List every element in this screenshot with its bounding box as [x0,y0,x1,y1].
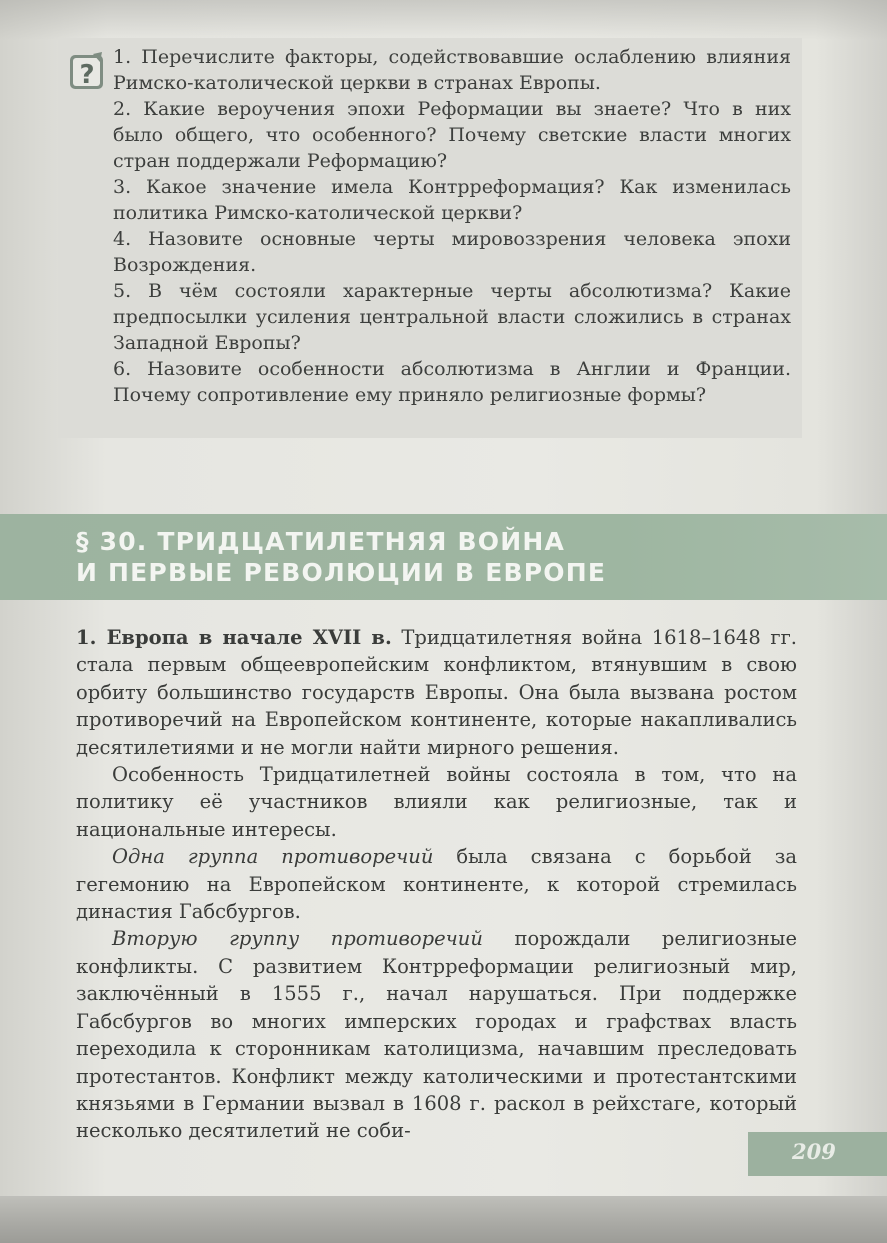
question-6: 6. Назовите особенности абсолютизма в Англии и Франции. Почему сопротивление ему приняло религиозные формы? [113,358,791,406]
page-bottom-edge [0,1196,887,1243]
paragraph-2: Особенность Тридцатилетней войны состояла в том, что на политику её участников влияли как религиозные, так и национальные интересы. [76,763,797,841]
paragraph-3-text: была связана с борьбой за гегемонию на Европейском континенте, к которой стремилась династия Габсбургов. [76,845,798,924]
question-5: 5. В чём состояли характерные черты абсолютизма? Какие предпосылки усиления центральной власти сложились в странах Западной Европы? [113,280,791,354]
review-questions [113,44,791,408]
paragraph-4-emphasis: Вторую группу противоречий [112,927,483,951]
page-top-shadow [0,0,887,40]
question-mark-icon [69,52,105,92]
question-3: 3. Какое значение имела Контрреформация? Как изменилась политика Римско-католической церкви? [113,176,791,224]
section-title-line-2: И ПЕРВЫЕ РЕВОЛЮЦИИ В ЕВРОПЕ [76,558,607,587]
paragraph-4-text: порождали религиозные конфликты. С развитием Контрреформации религиозный мир, заключённый в 1555 г., начал нарушаться. При поддержке Габсбургов во многих имперских городах и графствах власть переходила к сторонникам католицизма, начавшим преследовать протестантов. Конфликт между католическими и протестантскими князьями в Германии вызвал в 1608 г. раскол в рейхстаге, который несколько десятилетий не соби- [76,927,797,1143]
page-number: 209 [792,1139,836,1164]
paragraph-1-heading: 1. Европа в начале XVII в. [76,626,392,649]
paragraph-3 [76,843,797,925]
body-text [76,624,797,1145]
paragraph-4 [76,925,797,1144]
section-title [76,526,836,588]
question-1: 1. Перечислите факторы, содействовавшие ослаблению влияния Римско-католической церкви в странах Европы. [113,46,791,94]
question-2: 2. Какие вероучения эпохи Реформации вы знаете? Что в них было общего, что особенного? Почему светские власти многих стран поддержали Реформацию? [113,98,791,172]
question-4: 4. Назовите основные черты мировоззрения человека эпохи Возрождения. [113,228,791,276]
section-title-line-1: § 30. ТРИДЦАТИЛЕТНЯЯ ВОЙНА [76,527,566,556]
paragraph-3-emphasis: Одна группа противоречий [112,845,434,869]
svg-text:?: ? [79,60,95,90]
paragraph-1-text: Тридцатилетняя война 1618–1648 гг. стала первым общеевропейским конфликтом, втянувшим в свою орбиту большинство государств Европы. Она была вызвана ростом противоречий на Европейском континенте, которые накапливались десятилетиями и не могли найти мирного решения. [76,626,797,759]
paragraph-1 [76,624,797,761]
